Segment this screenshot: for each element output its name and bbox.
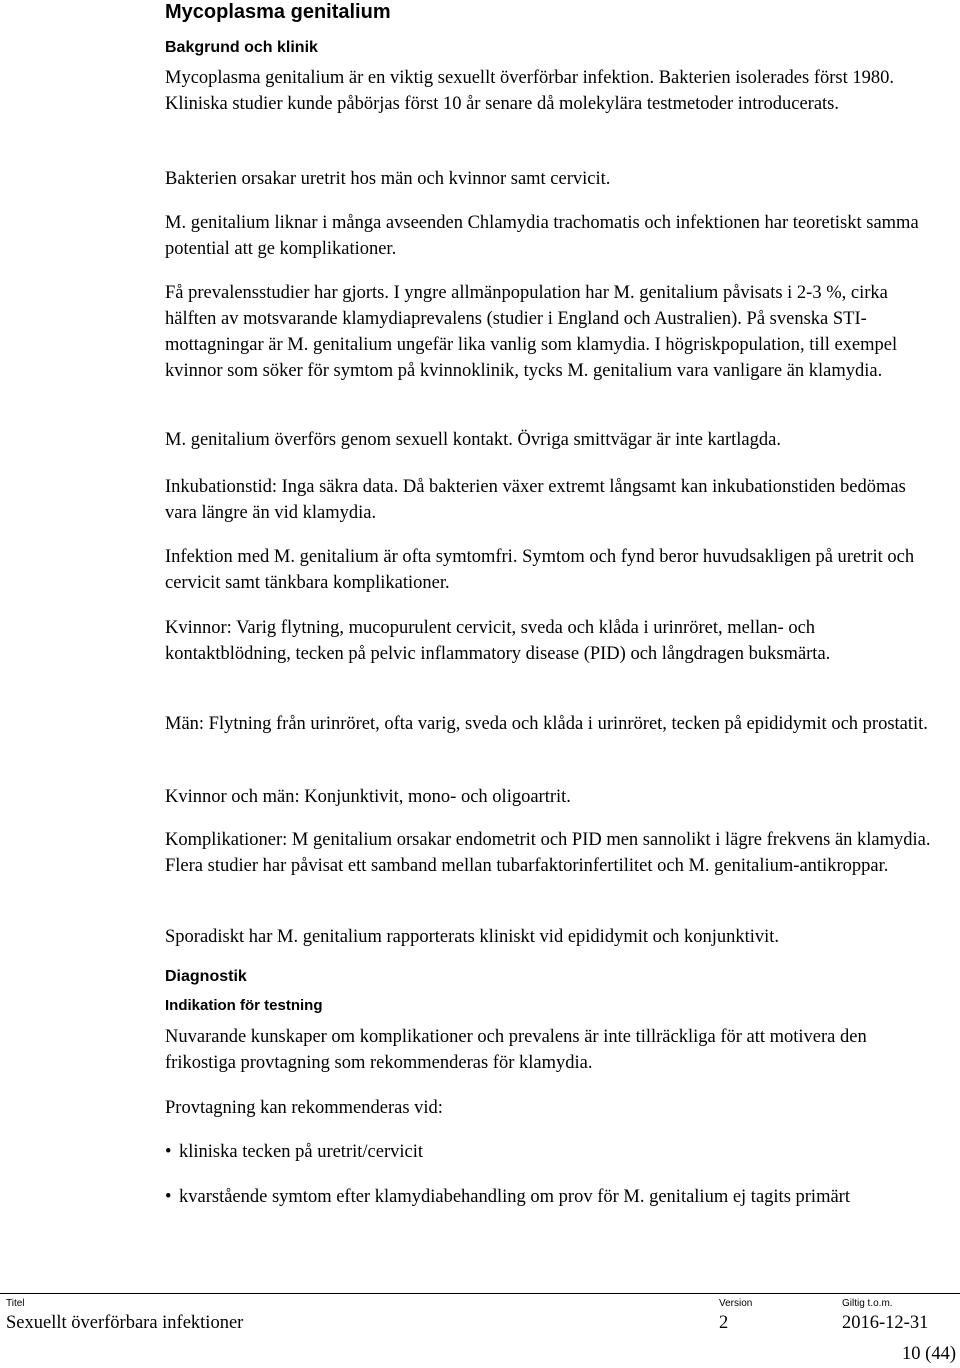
list-item xyxy=(165,1139,935,1165)
bullet-icon: • xyxy=(165,1187,172,1207)
section-heading-diagnostics: Diagnostik xyxy=(165,968,247,985)
paragraph: Få prevalensstudier har gjorts. I yngre allmänpopulation har M. genitalium påvisats i 2-3 %, cirka hälften av motsvarande klamydiaprevalens (studier i England och Australien). På svenska STI-mottagningar är M. genitalium ungefär lika vanlig som klamydia. I högriskpopulation, till exempel kvinnor som söker för symtom på kvinnoklinik, tycks M. genitalium vara vanligare än klamydia. xyxy=(165,283,898,381)
bullet-icon: • xyxy=(165,1142,172,1162)
list-item xyxy=(165,1184,935,1210)
footer-valid-value: 2016-12-31 xyxy=(842,1313,929,1333)
paragraph: Mycoplasma genitalium är en viktig sexuellt överförbar infektion. Bakterien isolerades först 1980. Kliniska studier kunde påbörjas först 10 år senare då molekylära testmetoder introducerats. xyxy=(165,68,895,114)
footer-title-value: Sexuellt överförbara infektioner xyxy=(6,1313,244,1333)
paragraph: Komplikationer: M genitalium orsakar endometrit och PID men sannolikt i lägre frekvens än klamydia. Flera studier har påvisat ett samband mellan tubarfaktorinfertilitet och M. genitalium-antikroppar. xyxy=(165,830,931,876)
footer-divider xyxy=(0,1293,960,1294)
paragraph: Bakterien orsakar uretrit hos män och kvinnor samt cervicit. xyxy=(165,169,611,189)
paragraph: Kvinnor och män: Konjunktivit, mono- och oligoartrit. xyxy=(165,787,571,807)
footer-title-label: Titel xyxy=(6,1298,25,1309)
paragraph: Män: Flytning från urinröret, ofta varig, sveda och klåda i urinröret, tecken på epididymit och prostatit. xyxy=(165,714,928,734)
paragraph: M. genitalium överförs genom sexuell kontakt. Övriga smittvägar är inte kartlagda. xyxy=(165,430,781,450)
list-item-text: kliniska tecken på uretrit/cervicit xyxy=(179,1142,423,1162)
footer-version-label: Version xyxy=(719,1298,753,1309)
subsection-heading-indication: Indikation för testning xyxy=(165,997,323,1014)
section-heading-background: Bakgrund och klinik xyxy=(165,39,318,56)
paragraph: Infektion med M. genitalium är ofta symtomfri. Symtom och fynd beror huvudsakligen på uretrit och cervicit samt tänkbara komplikationer. xyxy=(165,547,915,593)
document-title: Mycoplasma genitalium xyxy=(165,1,391,23)
paragraph: Sporadiskt har M. genitalium rapporterats kliniskt vid epididymit och konjunktivit. xyxy=(165,927,780,947)
list-item-text: kvarstående symtom efter klamydiabehandling om prov för M. genitalium ej tagits primärt xyxy=(179,1187,850,1207)
footer-valid-label: Giltig t.o.m. xyxy=(842,1298,893,1309)
paragraph: Nuvarande kunskaper om komplikationer och prevalens är inte tillräckliga för att motivera den frikostiga provtagning som rekommenderas för klamydia. xyxy=(165,1027,867,1073)
paragraph: Kvinnor: Varig flytning, mucopurulent cervicit, sveda och klåda i urinröret, mellan- och kontaktblödning, tecken på pelvic inflammatory disease (PID) och långdragen buksmärta. xyxy=(165,618,831,664)
page-number: 10 (44) xyxy=(902,1344,956,1364)
paragraph: M. genitalium liknar i många avseenden Chlamydia trachomatis och infektionen har teoretiskt samma potential att ge komplikationer. xyxy=(165,213,919,259)
paragraph: Inkubationstid: Inga säkra data. Då bakterien växer extremt långsamt kan inkubationstiden bedömas vara längre än vid klamydia. xyxy=(165,477,906,523)
footer-version-value: 2 xyxy=(719,1313,729,1333)
paragraph: Provtagning kan rekommenderas vid: xyxy=(165,1098,443,1118)
